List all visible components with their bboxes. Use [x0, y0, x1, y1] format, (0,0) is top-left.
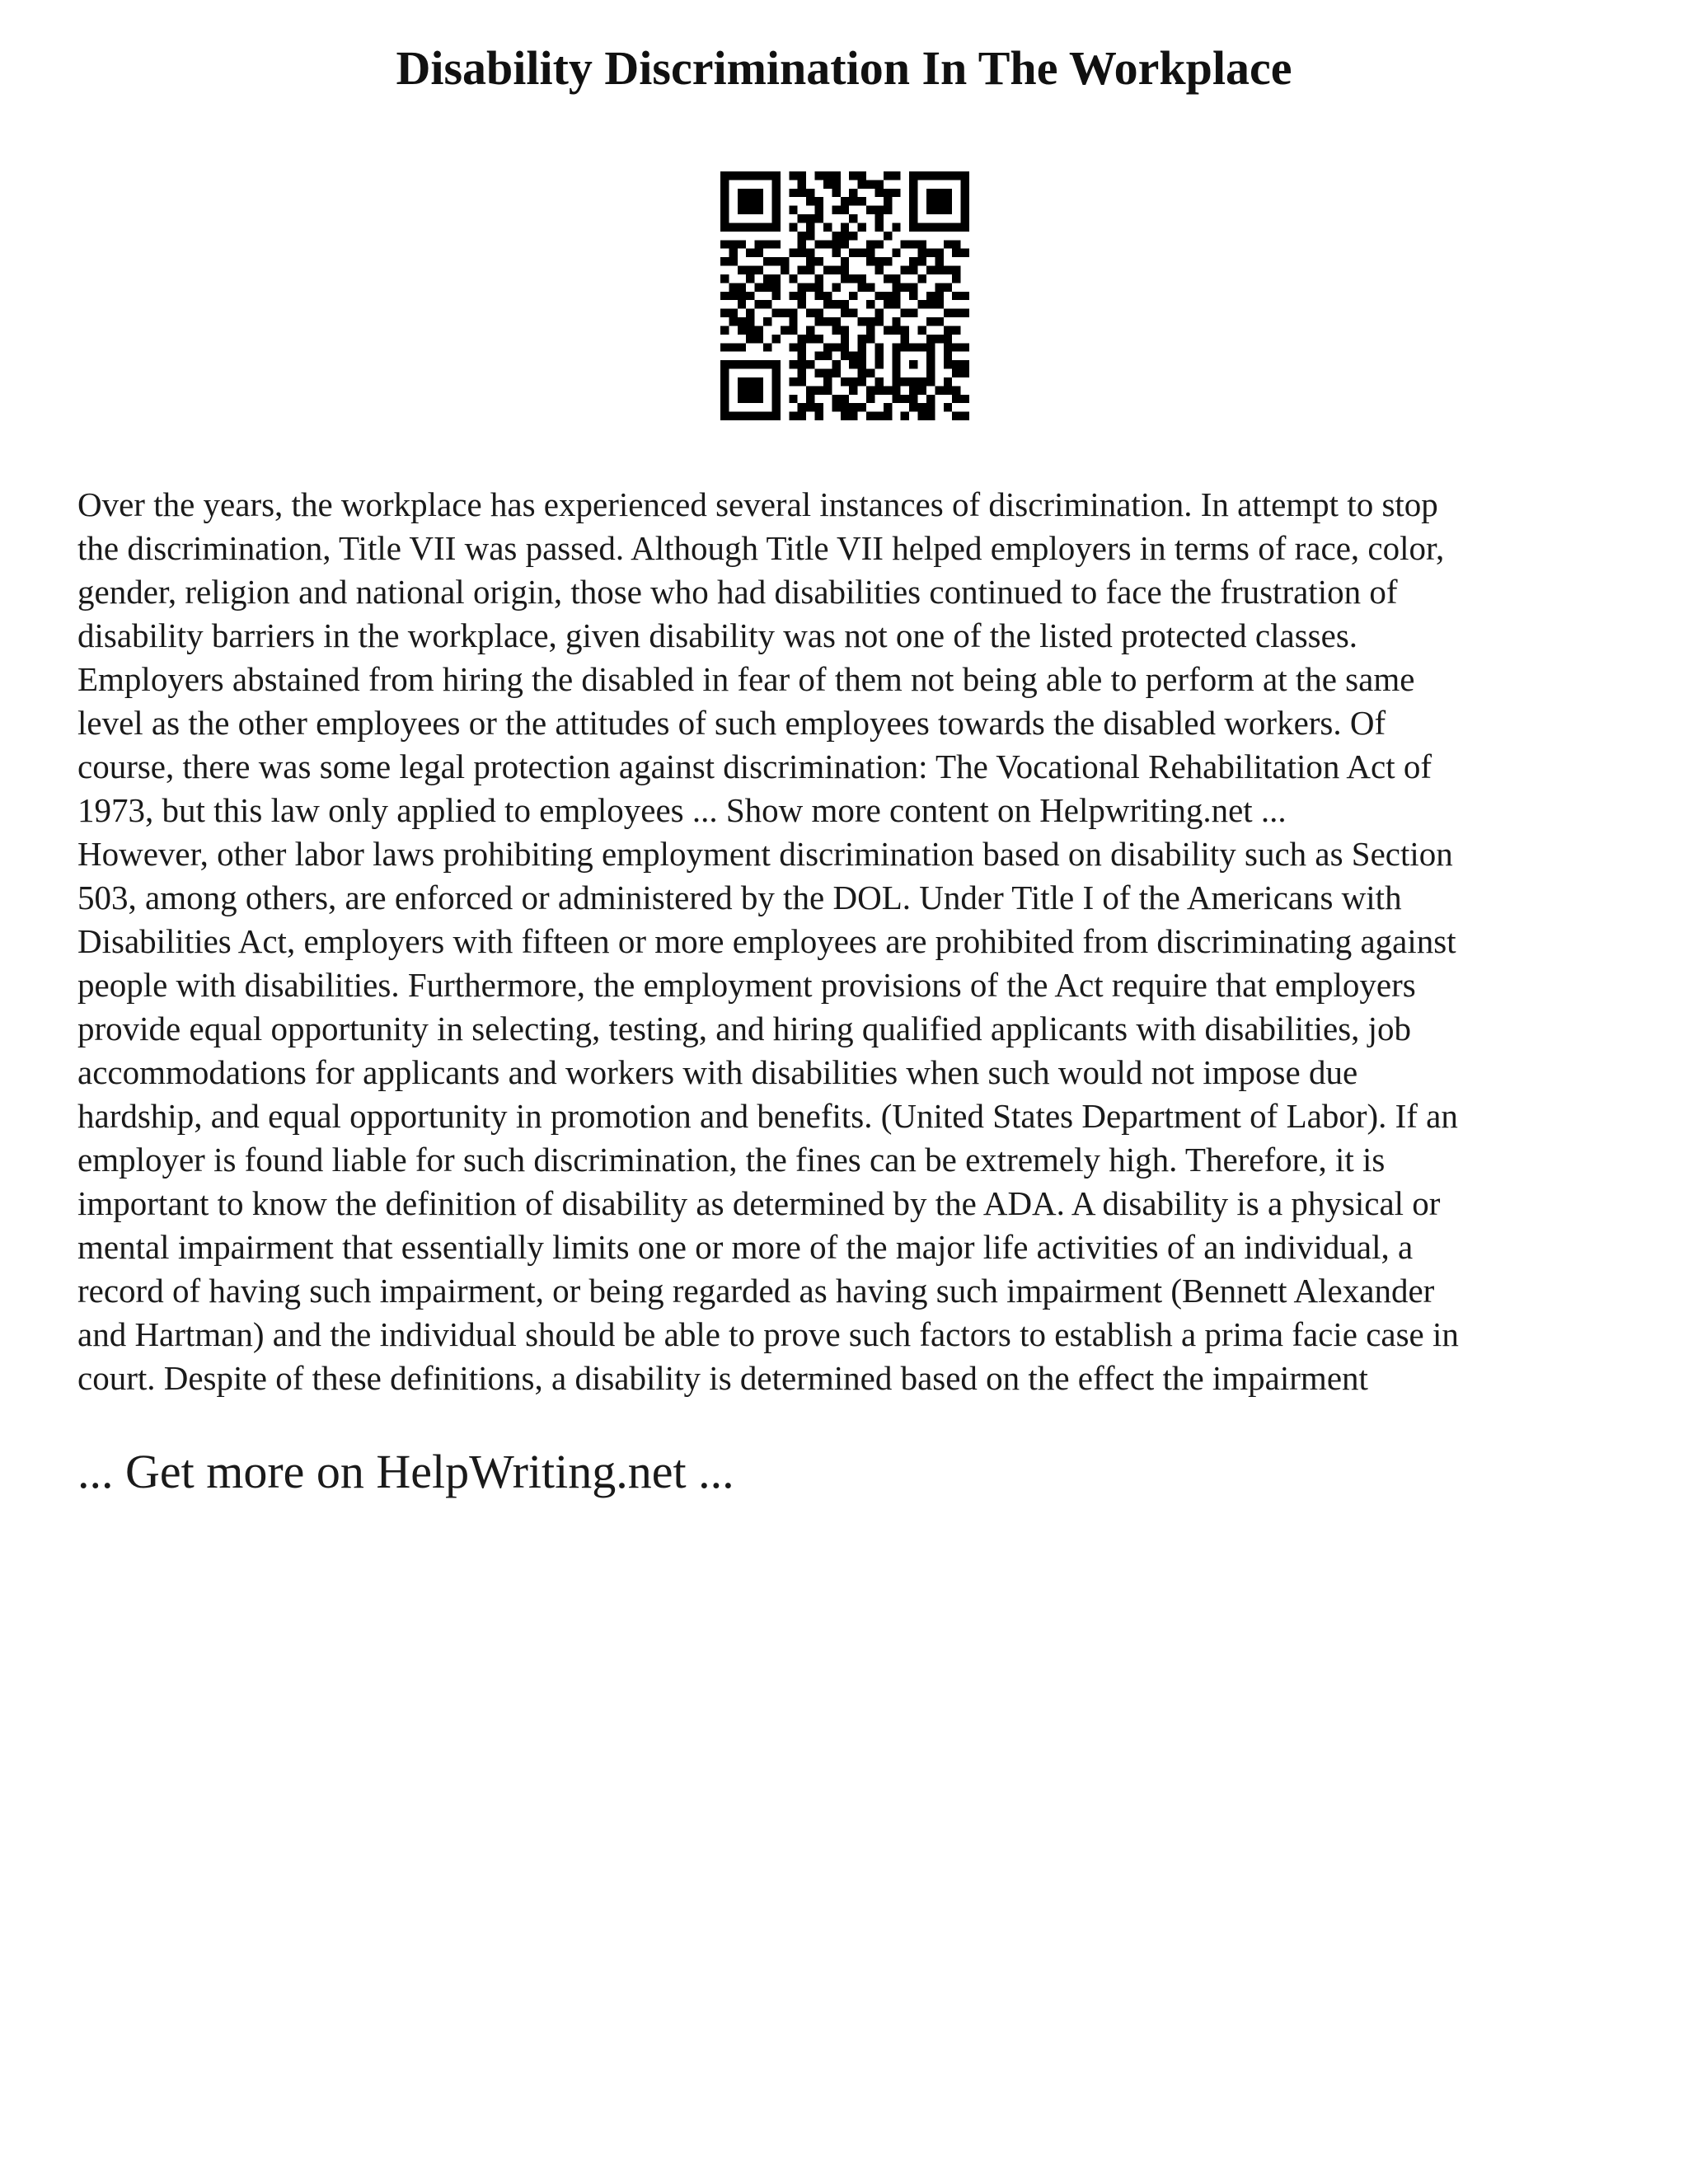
page-title: Disability Discrimination In The Workplace: [396, 41, 1292, 95]
get-more-link[interactable]: ... Get more on HelpWriting.net ...: [77, 1445, 734, 1498]
qr-code-icon: [720, 171, 969, 420]
article-body: Over the years, the workplace has experienced several instances of discrimination. In attempt to stop the discrimination, Title VII was passed. Although Title VII helped employers in terms of race, color, gender, religion and national origin, those who had disabilities continued to face the frustration of disability barriers in the workplace, given disability was not one of the listed protected classes. Employers abstained from hiring the disabled in fear of them not being able to perform at the same level as the other employees or the attitudes of such employees towards the disabled workers. Of course, there was some legal protection against discrimination: The Vocational Rehabilitation Act of 1973, but this law only applied to employees ... Show more content on Helpwriting.net ... However, other labor laws prohibiting employment discrimination based on disability such as Section 503, among others, are enforced or administered by the DOL. Under Title I of the Americans with Disabilities Act, employers with fifteen or more employees are prohibited from discriminating against people with disabilities. Furthermore, the employment provisions of the Act require that employers provide equal opportunity in selecting, testing, and hiring qualified applicants with disabilities, job accommodations for applicants and workers with disabilities when such would not impose due hardship, and equal opportunity in promotion and benefits. (United States Department of Labor). If an employer is found liable for such discrimination, the fines can be extremely high. Therefore, it is important to know the definition of disability as determined by the ADA. A disability is a physical or mental impairment that essentially limits one or more of the major life activities of an individual, a record of having such impairment, or being regarded as having such impairment (Bennett Alexander and Hartman) and the individual should be able to prove such factors to establish a prima facie case in court. Despite of these definitions, a disability is determined based on the effect the impairment: [77, 485, 1459, 1397]
